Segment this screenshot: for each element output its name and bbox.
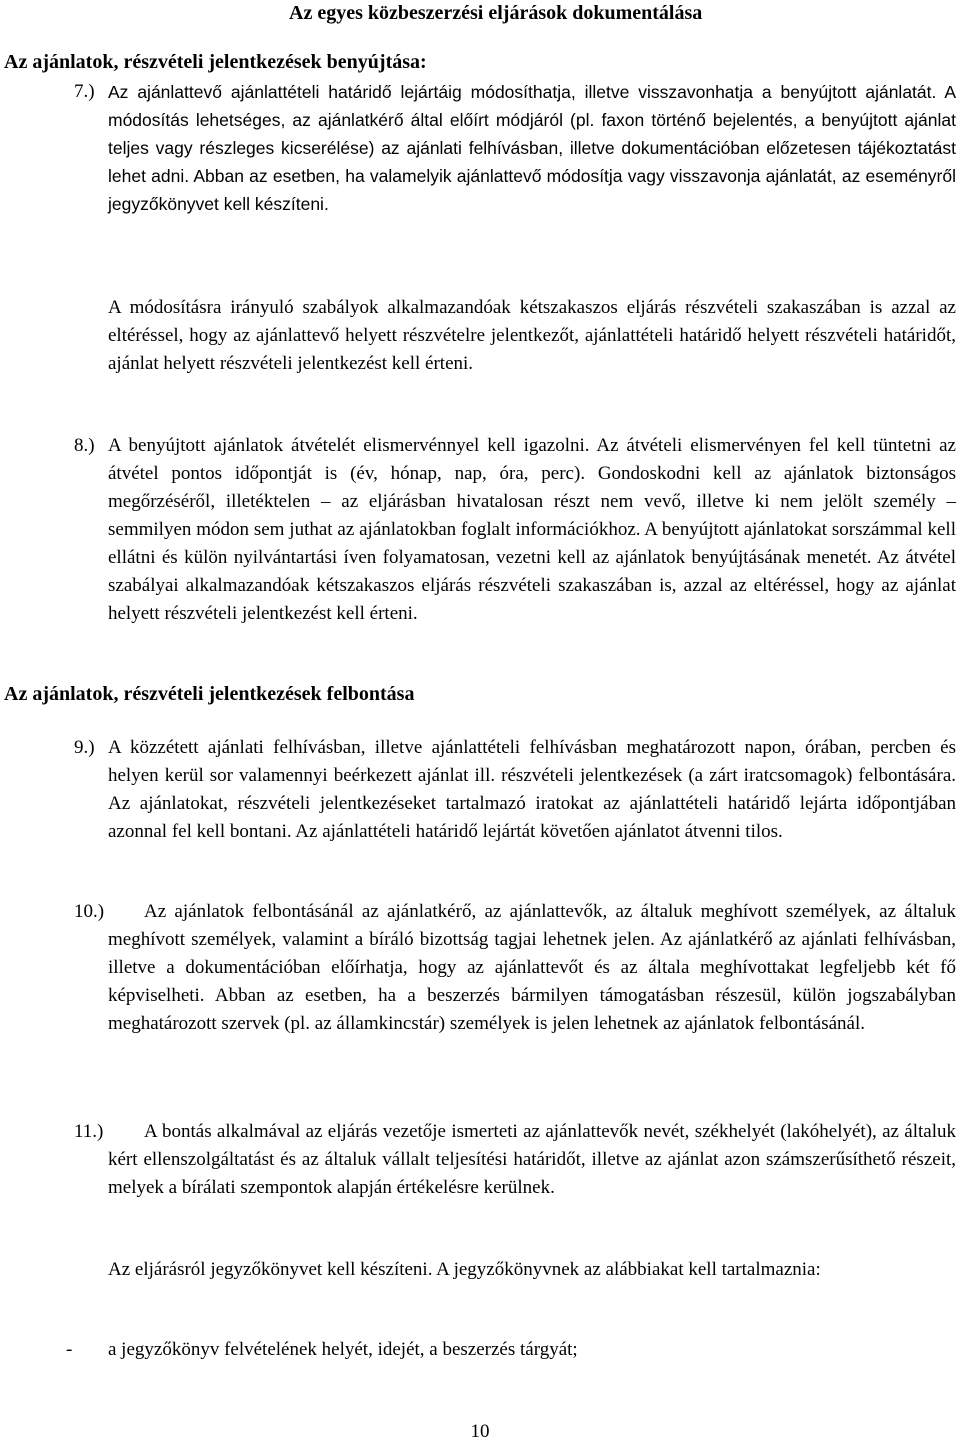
item-8-text: A benyújtott ajánlatok átvételét elismervénnyel kell igazolni. Az átvételi elismervényen fel kell tüntetni az átvétel pontos időpontját is (év, hónap, nap, óra, perc). Gondoskodni kell az ajánlatok biztonságos megőrzéséről, illetéktelen – az eljárásban hivatalosan részt nem vevő, illetve ki nem jelölt személy – semmilyen módon sem juthat az ajánlatokban foglalt információkhoz. A benyújtott ajánlatokat sorszámmal kell ellátni és külön nyilvántartási íven folyamatosan, vezetni kell az ajánlatok benyújtásának menetét. Az átvétel szabályai alkalmazandóak kétszakaszos eljárás részvételi szakaszában is, azzal az eltéréssel, hogy az ajánlat helyett részvételi jelentkezést kell érteni. [108, 435, 956, 624]
item-9-text: A közzétett ajánlati felhívásban, illetve ajánlattételi felhívásban meghatározott napon, órában, percben és helyen kerül sor valamennyi beérkezett ajánlat ill. részvételi jelentkezések (a zárt iratcsomagok) felbontására. Az ajánlatokat, részvételi jelentkezéseket tartalmazó iratokat az ajánlattételi határidő lejárta időpontjában azonnal fel kell bontani. Az ajánlattételi határidő lejártát követően ajánlatot átvenni tilos. [108, 737, 956, 842]
page-number: 10 [470, 1421, 490, 1442]
item-11-paragraph-2: Az eljárásról jegyzőkönyvet kell készíteni. A jegyzőkönyvnek az alábbiakat kell tartalmaznia: [108, 1259, 821, 1280]
item-11-text: A bontás alkalmával az eljárás vezetője ismerteti az ajánlattevők nevét, székhelyét (lakóhelyét), az általuk kért ellenszolgáltatást és az általuk vállalt teljesítési határidőt, illetve az ajánlat azon számszerűsíthető részeit, melyek a bírálati szempontok alapján értékelésre kerülnek. [108, 1121, 956, 1198]
section-heading-opening: Az ajánlatok, részvételi jelentkezések felbontása [4, 683, 415, 705]
item-7-paragraph-2: A módosításra irányuló szabályok alkalmazandóak kétszakaszos eljárás részvételi szakaszában is azzal az eltéréssel, hogy az ajánlattevő helyett részvételre jelentkezőt, ajánlattételi határidő helyett részvételi határidőt, ajánlat helyett részvételi jelentkezést kell érteni. [108, 297, 956, 374]
section-heading-submission: Az ajánlatok, részvételi jelentkezések benyújtása: [4, 51, 427, 73]
item-7-text: Az ajánlattevő ajánlattételi határidő lejártáig módosíthatja, illetve visszavonhatja a benyújtott ajánlatát. A módosítás lehetséges, az ajánlatkérő által előírt módjáról (pl. faxon történő bejelentés, a benyújtott ajánlat teljes vagy részleges kicserélése) az ajánlati felhívásban, illetve dokumentációban előzetesen tájékoztatást lehet adni. Abban az esetben, ha valamelyik ajánlattevő módosítja vagy visszavonja ajánlatát, az eseményről jegyzőkönyvet kell készíteni. [108, 82, 956, 214]
item-10-text: Az ajánlatok felbontásánál az ajánlatkérő, az ajánlattevők, az általuk meghívott személyek, az általuk meghívott személyek, valamint a bíráló bizottság tagjai lehetnek jelen. Az ajánlatkérő az ajánlati felhívásban, illetve a dokumentációban előírhatja, hogy az ajánlattevőt és az általa meghívottakat legfeljebb két fő képviselheti. Abban az esetben, ha a beszerzés bármilyen támogatásban részesül, külön jogszabályban meghatározott szervek (pl. az államkincstár) személyek is jelen lehetnek az ajánlatok felbontásánál. [108, 901, 956, 1034]
list-item: a jegyzőkönyv felvételének helyét, idejét, a beszerzés tárgyát; [108, 1339, 578, 1360]
item-8-number: 8.) [74, 435, 95, 456]
item-7-number: 7.) [74, 81, 95, 102]
document-title: Az egyes közbeszerzési eljárások dokumentálása [289, 2, 703, 24]
item-9-number: 9.) [74, 737, 95, 758]
list-bullet: - [66, 1339, 73, 1360]
item-11-number: 11.) [74, 1121, 104, 1142]
item-10-number: 10.) [74, 901, 105, 922]
